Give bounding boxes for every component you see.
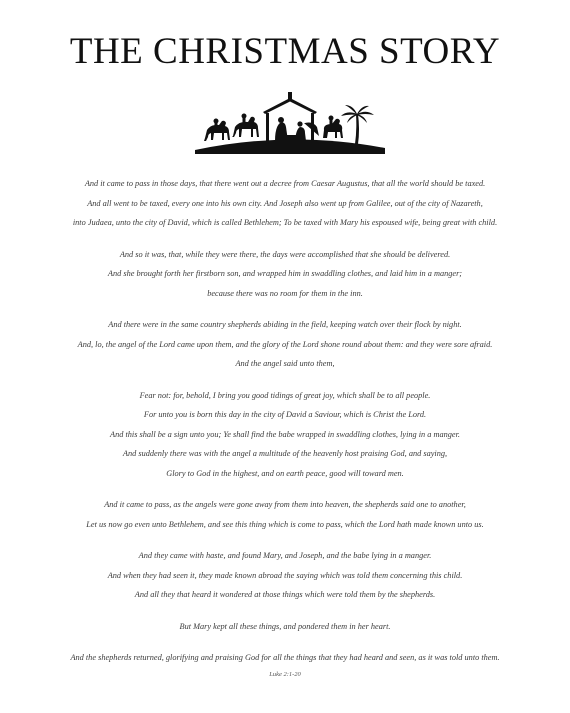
verse-line: And they came with haste, and found Mary, and Joseph, and the babe lying in a manger.	[138, 551, 432, 560]
nativity-silhouette-icon	[195, 92, 385, 154]
verse-line: And there were in the same country shepherds abiding in the field, keeping watch over their flock by night.	[108, 320, 462, 329]
verse-line: Fear not: for, behold, I bring you good tidings of great joy, which shall be to all people.	[139, 390, 431, 400]
verse-line: And, lo, the angel of the Lord came upon them, and the glory of the Lord shone round about them: and they were sore afraid.	[77, 339, 493, 349]
verse-line: And it came to pass, as the angels were gone away from them into heaven, the shepherds said one to another,	[104, 500, 466, 509]
paragraph	[10, 245, 560, 304]
page-title: THE CHRISTMAS STORY	[69, 31, 501, 72]
verse-line: Glory to God in the highest, and on earth peace, good will toward men.	[166, 468, 404, 478]
paragraph	[10, 386, 560, 484]
verse-line: And this shall be a sign unto you; Ye shall find the babe wrapped in swaddling clothes, lying in a manger.	[110, 429, 460, 439]
verse-line: And the shepherds returned, glorifying and praising God for all the things that they had heard and seen, as it was told unto them.	[70, 653, 500, 662]
verse-line: into Judaea, unto the city of David, which is called Bethlehem; To be taxed with Mary his espoused wife, being great with child.	[72, 218, 498, 227]
paragraph	[10, 648, 560, 668]
verse-line: But Mary kept all these things, and pondered them in her heart.	[179, 621, 391, 631]
verse-line: And it came to pass in those days, that there went out a decree from Caesar Augustus, that all the world should be taxed.	[84, 179, 486, 188]
verse-line: And suddenly there was with the angel a multitude of the heavenly host praising God, and saying,	[122, 449, 448, 458]
verse-line: For unto you is born this day in the city of David a Saviour, which is Christ the Lord.	[143, 410, 427, 419]
paragraph	[10, 617, 560, 637]
verse-line: because there was no room for them in the inn.	[207, 288, 363, 298]
paragraph	[10, 495, 560, 534]
verse-line: And the angel said unto them,	[235, 359, 335, 368]
verse-line: And all they that heard it wondered at those things which were told them by the shepherds.	[134, 590, 436, 599]
paragraph	[10, 315, 560, 374]
verse-line: And so it was, that, while they were there, the days were accomplished that she should be delivered.	[119, 249, 451, 259]
scripture-text	[10, 174, 560, 680]
verse-line: And all went to be taxed, every one into his own city. And Joseph also went up from Galilee, out of the city of Nazareth,	[87, 198, 483, 208]
verse-line: Let us now go even unto Bethlehem, and see this thing which is come to pass, which the Lord hath made known unto us.	[86, 519, 484, 529]
verse-line: And when they had seen it, they made known abroad the saying which was told them concerning this child.	[107, 570, 463, 580]
verse-line: And she brought forth her firstborn son, and wrapped him in swaddling clothes, and laid him in a manger;	[107, 269, 463, 278]
scripture-citation: Luke 2:1-20	[269, 671, 301, 678]
paragraph	[10, 174, 560, 233]
paragraph	[10, 546, 560, 605]
